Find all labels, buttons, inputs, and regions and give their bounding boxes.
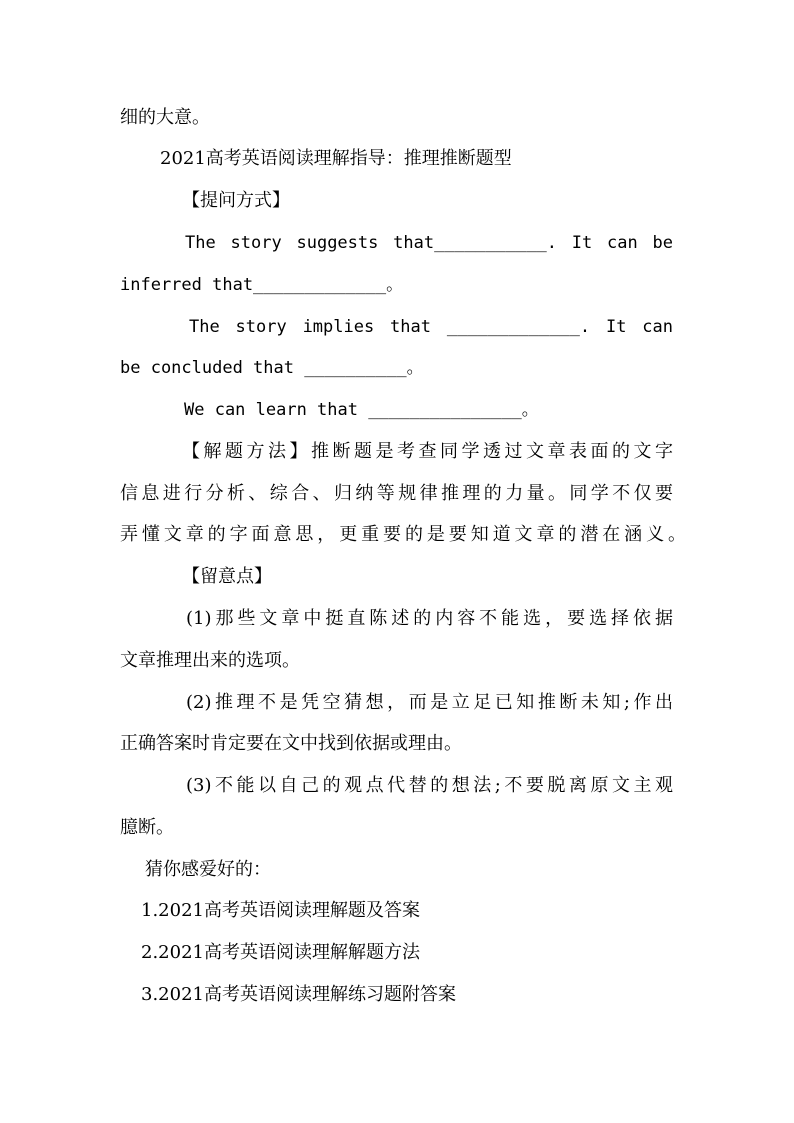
example-sentence-1b: inferred that_____________。 [120, 275, 404, 295]
note-2-line-1: (2)推理不是凭空猜想，而是立足已知推断未知;作出 [186, 692, 673, 713]
related-link-1[interactable]: 1.2021高考英语阅读理解题及答案 [141, 900, 420, 921]
note-1-line-2: 文章推理出来的选项。 [120, 650, 300, 671]
related-heading: 猜你感爱好的： [145, 859, 271, 880]
note-3-line-2: 臆断。 [120, 817, 174, 838]
example-sentence-2a: The story implies that _____________. It can [189, 317, 673, 337]
example-sentence-1a: The story suggests that___________. It can be [185, 233, 673, 253]
related-link-3[interactable]: 3.2021高考英语阅读理解练习题附答案 [141, 984, 456, 1005]
example-sentence-3: We can learn that _______________。 [184, 400, 539, 420]
method-paragraph-line-2: 信息进行分析、综合、归纳等规律推理的力量。同学不仅要 [120, 483, 673, 504]
subheading-question-format: 【提问方式】 [182, 190, 290, 211]
method-paragraph-line-1: 【解题方法】推断题是考查同学透过文章表面的文字 [182, 441, 673, 462]
example-sentence-2b: be concluded that __________。 [120, 358, 424, 378]
subheading-notes: 【留意点】 [182, 566, 272, 587]
method-paragraph-line-3: 弄懂文章的字面意思，更重要的是要知道文章的潜在涵义。 [120, 524, 686, 545]
related-link-2[interactable]: 2.2021高考英语阅读理解解题方法 [141, 942, 420, 963]
paragraph-line-continuation: 细的大意。 [120, 107, 210, 128]
note-1-line-1: (1)那些文章中挺直陈述的内容不能选，要选择依据 [186, 608, 673, 629]
note-2-line-2: 正确答案时肯定要在文中找到依据或理由。 [120, 733, 462, 754]
note-3-line-1: (3)不能以自己的观点代替的想法;不要脱离原文主观 [186, 775, 673, 796]
section-heading: 2021高考英语阅读理解指导：推理推断题型 [160, 148, 512, 169]
